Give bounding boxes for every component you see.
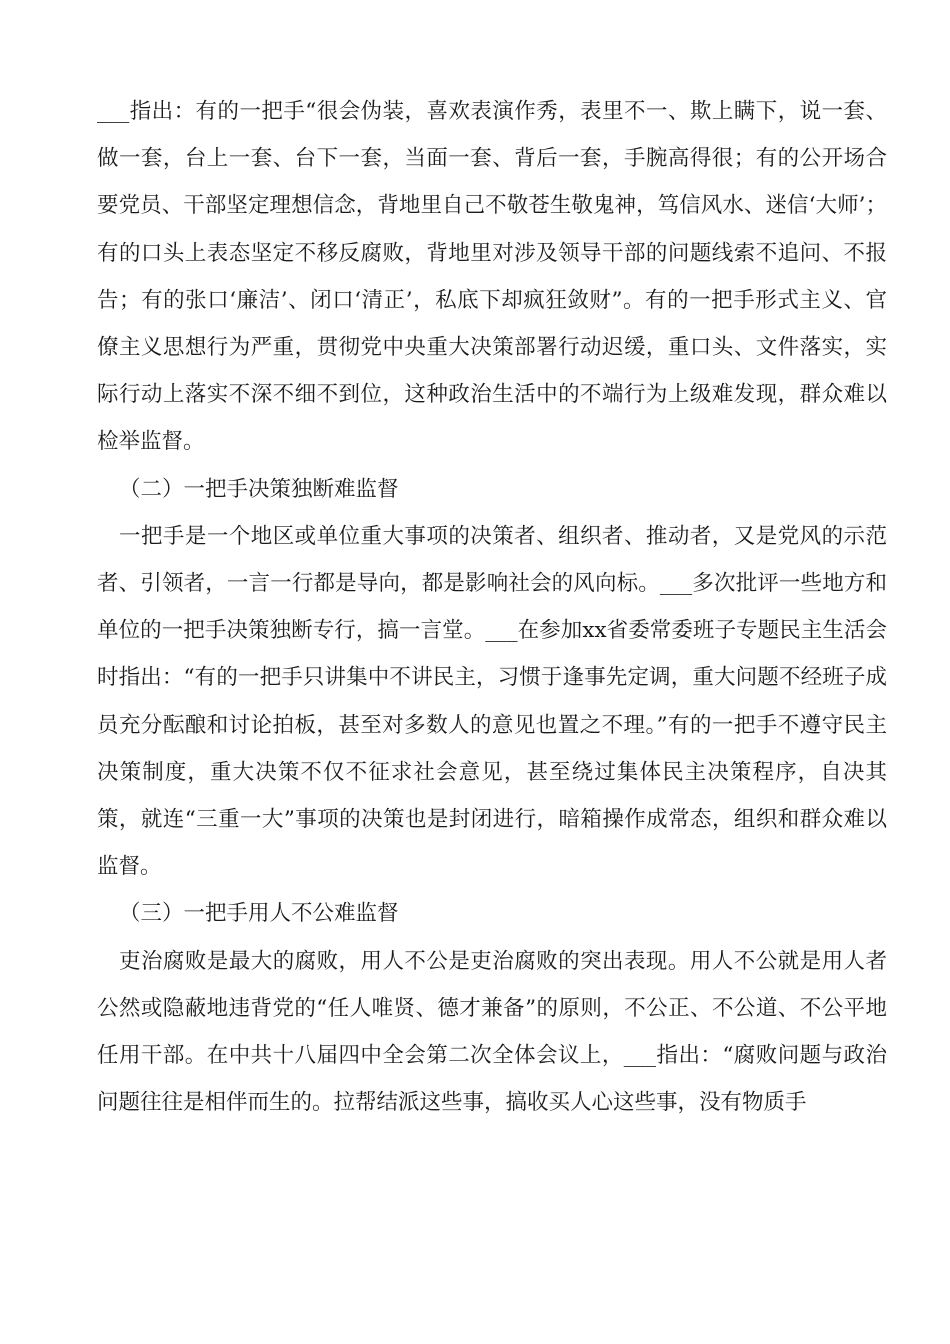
document-body — [97, 88, 887, 1126]
section-heading-3: （三）一把手用人不公难监督 — [119, 901, 399, 927]
section-heading-2: （二）一把手决策独断难监督 — [119, 476, 399, 502]
paragraph-body-2: 一把手是一个地区或单位重大事项的决策者、组织者、推动者，又是党风的示范者、引领者，一言一行都是导向，都是影响社会的风向标。___多次批评一些地方和单位的一把手决策独断专行，搞一言堂。___在参加xx省委常委班子专题民主生活会时指出：“有的一把手只讲集中不讲民主，习惯于逢事先定调，重大问题不经班子成员充分酝酿和讨论拍板，甚至对多数人的意见也置之不理。”有的一把手不遵守民主决策制度，重大决策不仅不征求社会意见，甚至绕过集体民主决策程序，自决其策，就连“三重一大”事项的决策也是封闭进行，暗箱操作成常态，组织和群众难以监督。 — [97, 523, 887, 880]
paragraph-body-1: ___指出：有的一把手“很会伪装，喜欢表演作秀，表里不一、欺上瞒下，说一套、做一套，台上一套、台下一套，当面一套、背后一套，手腕高得很；有的公开场合要党员、干部坚定理想信念，背地里自己不敬苍生敬鬼神，笃信风水、迷信‘大师’；有的口头上表态坚定不移反腐败，背地里对涉及领导干部的问题线索不追问、不报告；有的张口‘廉洁’、闭口‘清正’，私底下却疯狂敛财”。有的一把手形式主义、官僚主义思想行为严重，贯彻党中央重大决策部署行动迟缓，重口头、文件落实，实际行动上落实不深不细不到位，这种政治生活中的不端行为上级难发现，群众难以检举监督。 — [97, 99, 887, 455]
paragraph-body-3: 吏治腐败是最大的腐败，用人不公是吏治腐败的突出表现。用人不公就是用人者公然或隐蔽地违背党的“任人唯贤、德才兼备”的原则，不公正、不公道、不公平地任用干部。在中共十八届四中全会第二次全体会议上，___指出：“腐败问题与政治问题往往是相伴而生的。拉帮结派这些事，搞收买人心这些事，没有物质手 — [97, 948, 887, 1116]
